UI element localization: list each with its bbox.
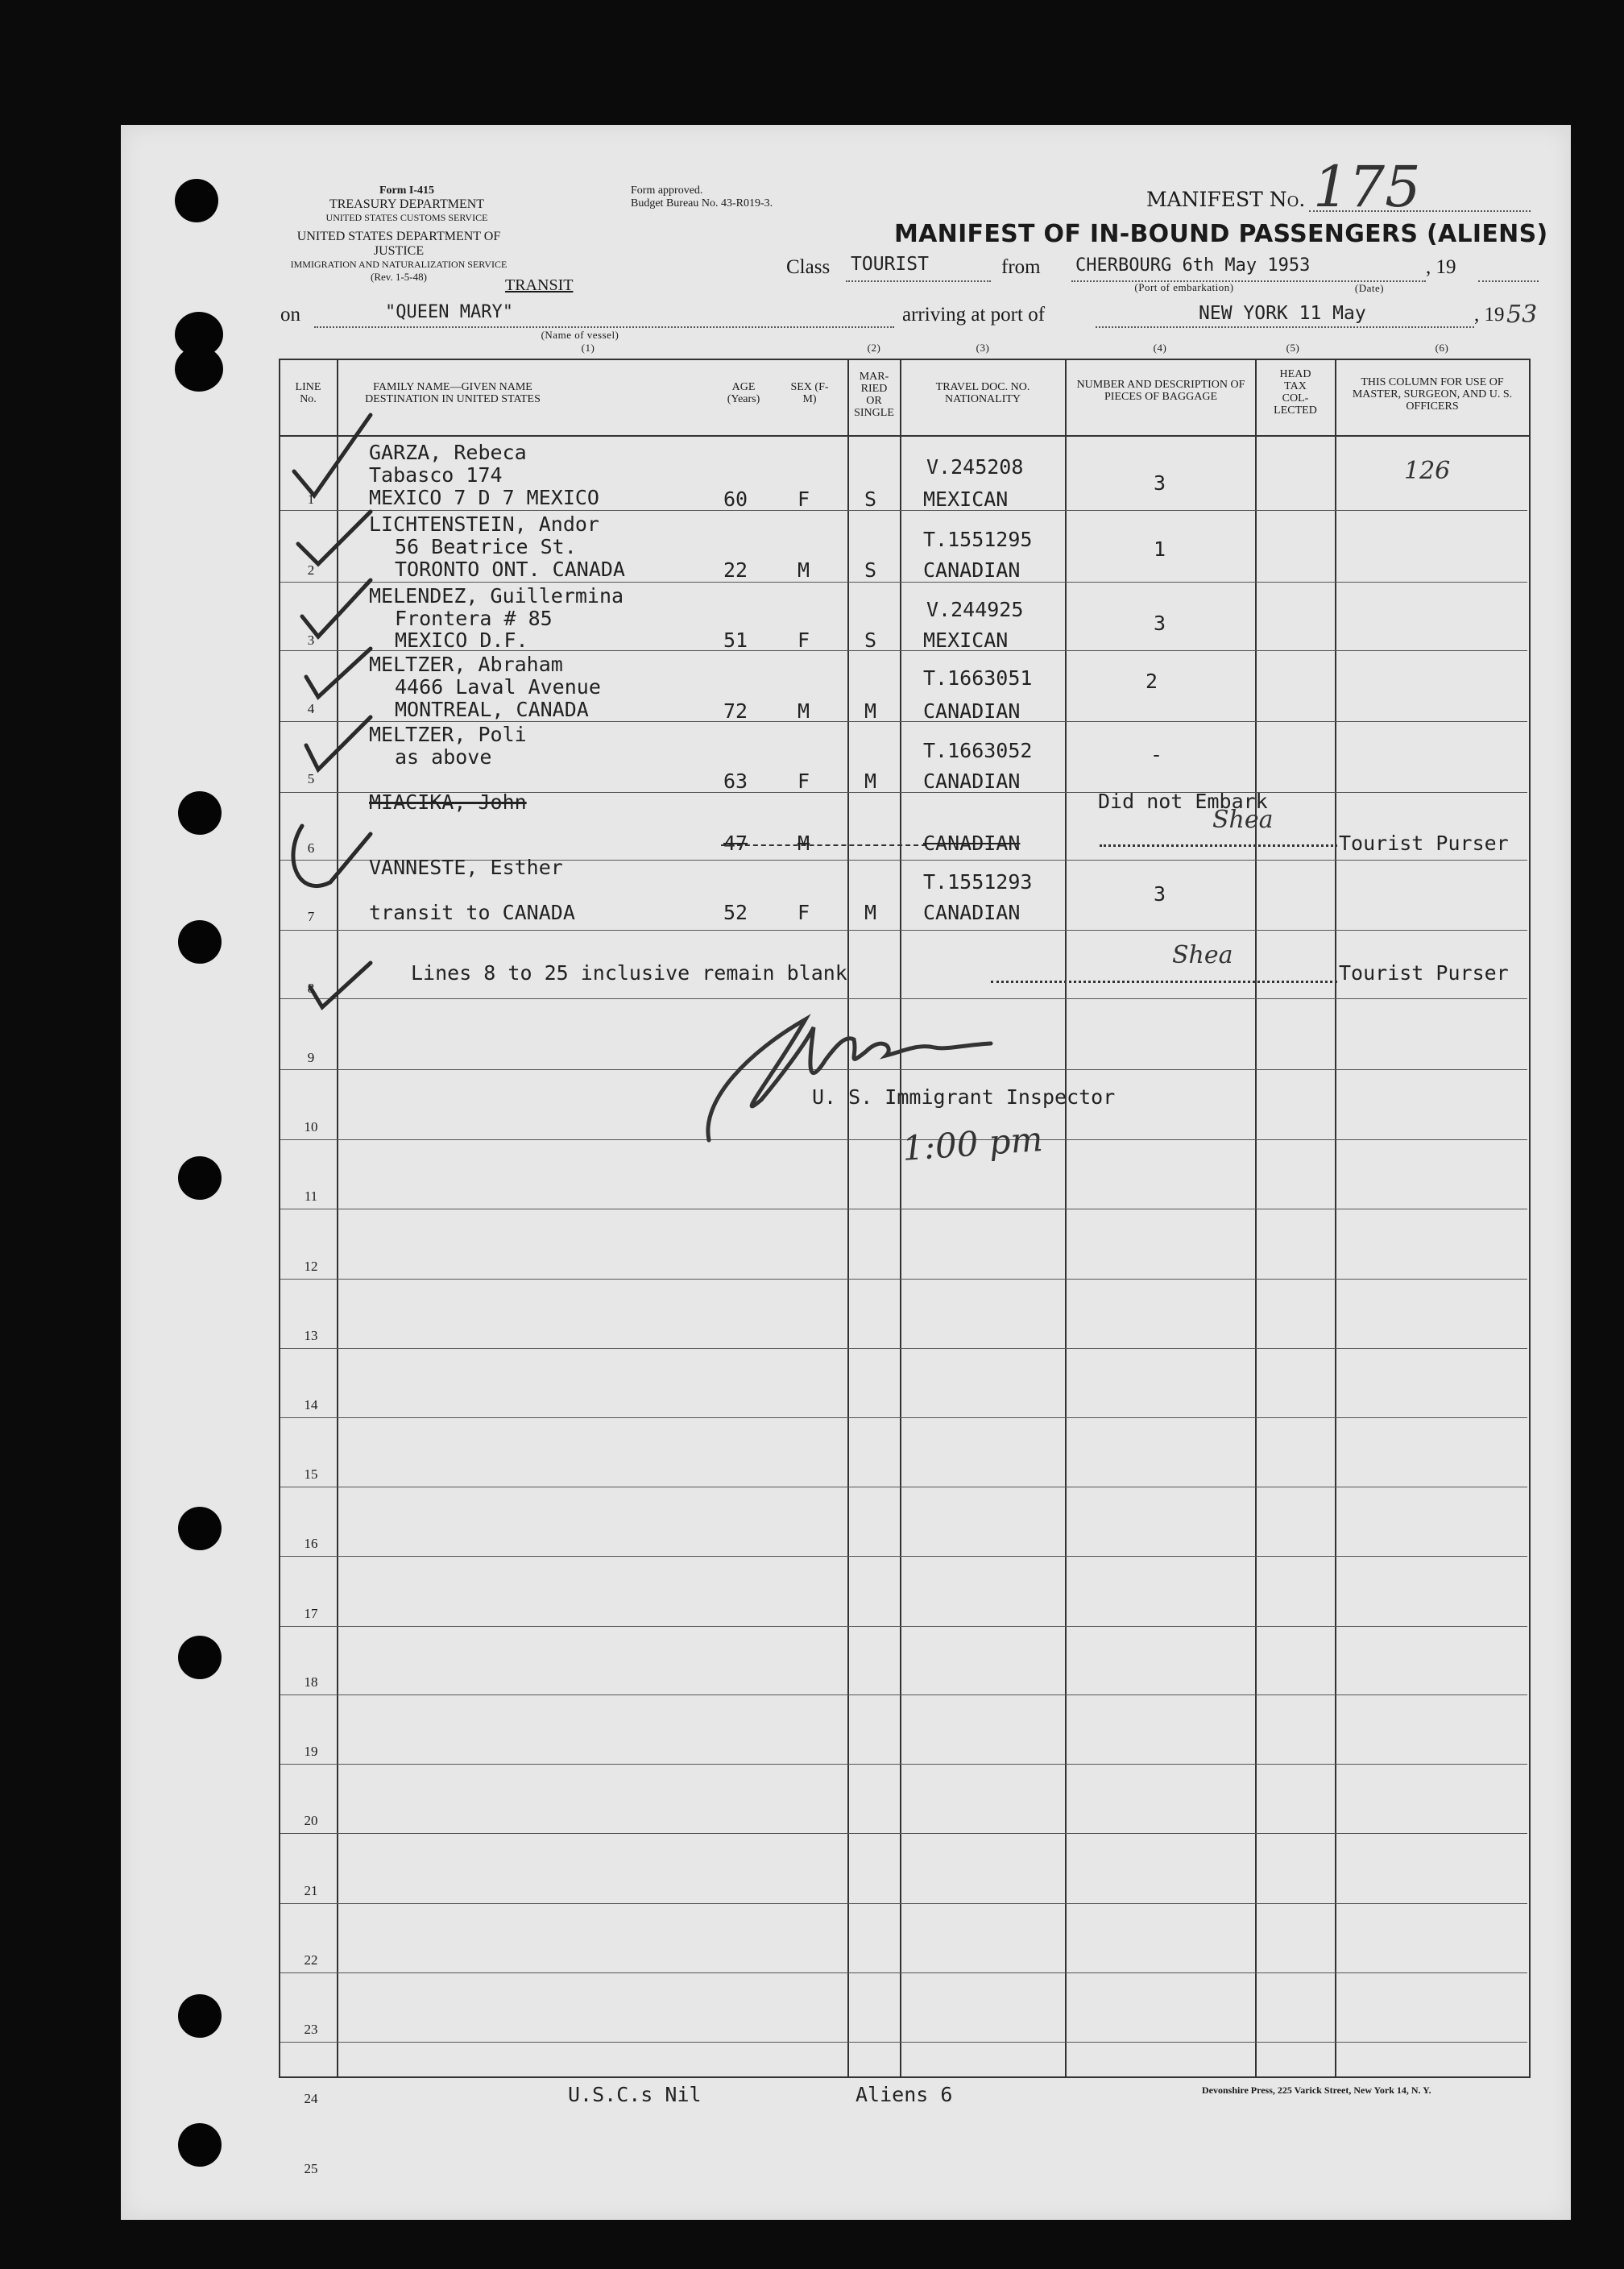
nationality: CANADIAN	[923, 699, 1021, 723]
passenger-married: S	[864, 558, 877, 582]
printer-line: Devonshire Press, 225 Varick Street, New York 14, N. Y.	[1202, 2084, 1431, 2096]
passenger-destination: TORONTO ONT. CANADA	[395, 558, 625, 581]
form-header-left	[314, 185, 499, 224]
arriving-label: arriving at port of	[902, 304, 1046, 326]
form-number: Form I-415	[379, 185, 435, 197]
vessel-name: "QUEEN MARY"	[385, 302, 513, 322]
punch-hole	[178, 1156, 222, 1200]
purser-initials: Shea	[1212, 806, 1274, 834]
col-divider	[847, 359, 849, 2076]
col-header-baggage: NUMBER AND DESCRIPTION OF PIECES OF BAGGAGE	[1076, 379, 1245, 403]
passenger-age: 60	[723, 487, 748, 511]
col-num-2: (2)	[867, 342, 881, 354]
budget-bureau: Budget Bureau No. 43-R019-3.	[631, 197, 773, 209]
passenger-name: MELENDEZ, Guillermina	[369, 584, 624, 608]
row-line	[280, 2042, 1527, 2043]
col-header-name: FAMILY NAME—GIVEN NAME DESTINATION IN UNITED STATES	[365, 381, 541, 405]
passenger-married: M	[864, 769, 877, 793]
nationality: CANADIAN	[923, 901, 1021, 924]
arrival-year-prefix: , 19	[1474, 304, 1505, 326]
row-line	[280, 1833, 1527, 1834]
date-caption: (Date)	[1354, 282, 1385, 294]
line-number: 21	[304, 1883, 318, 1898]
baggage: 3	[1154, 471, 1166, 495]
purser-signature: Tourist Purser	[1339, 961, 1509, 985]
travel-doc: T.1551295	[923, 528, 1033, 551]
passenger-age: 51	[723, 628, 748, 652]
line-number: 8	[307, 981, 315, 996]
passenger-destination: MEXICO D.F.	[395, 628, 528, 652]
form-approved: Form approved.	[631, 185, 703, 197]
nationality-struck: CANADIAN	[923, 832, 1021, 855]
line-number: 9	[307, 1050, 315, 1065]
check-marks	[282, 407, 524, 1068]
passenger-sex: F	[798, 628, 810, 652]
line-number: 11	[304, 1188, 318, 1204]
baggage: 2	[1146, 670, 1158, 693]
passenger-age: 72	[723, 699, 748, 723]
passenger-sex: F	[798, 487, 810, 511]
passenger-address: Tabasco 174	[369, 463, 503, 487]
passenger-sex: F	[798, 901, 810, 924]
passenger-name: MELTZER, Abraham	[369, 653, 563, 676]
line-number: 20	[304, 1813, 318, 1828]
line-number: 17	[304, 1606, 318, 1621]
year-line	[1478, 280, 1539, 282]
line-number: 19	[304, 1744, 318, 1759]
col-num-5: (5)	[1286, 342, 1300, 354]
arrival-line	[1096, 326, 1474, 328]
purser-initials: Shea	[1172, 941, 1233, 969]
nationality: MEXICAN	[923, 628, 1009, 652]
did-not-embark: Did not Embark	[1098, 790, 1268, 813]
year-label: , 19	[1426, 256, 1456, 278]
passenger-name: LICHTENSTEIN, Andor	[369, 512, 599, 536]
col-num-1: (1)	[581, 342, 595, 354]
line-number: 14	[304, 1397, 318, 1412]
passenger-address: Frontera # 85	[395, 607, 553, 630]
row-line	[280, 1556, 1527, 1557]
footer-uscs: U.S.C.s Nil	[568, 2083, 702, 2106]
from-value: CHERBOURG 6th May 1953	[1075, 255, 1311, 276]
arrival-year: 53	[1506, 301, 1538, 329]
passenger-address: 4466 Laval Avenue	[395, 675, 601, 699]
vessel-line	[314, 326, 894, 328]
passenger-married: M	[864, 699, 877, 723]
nationality: CANADIAN	[923, 558, 1021, 582]
footer-aliens: Aliens 6	[856, 2083, 953, 2106]
passenger-address: as above	[395, 745, 492, 769]
passenger-name-struck: MIACIKA, John	[369, 790, 527, 814]
baggage: 1	[1154, 537, 1166, 561]
passenger-destination: transit to CANADA	[369, 901, 575, 924]
passenger-name: MELTZER, Poli	[369, 723, 527, 746]
passenger-name: VANNESTE, Esther	[369, 856, 563, 879]
ins-service: IMMIGRATION AND NATURALIZATION SERVICE	[290, 259, 508, 270]
row-line	[280, 1417, 1527, 1418]
col-num-4: (4)	[1153, 342, 1167, 354]
col-header-head-tax: HEAD TAX COL-LECTED	[1274, 368, 1317, 417]
col-header-officers: THIS COLUMN FOR USE OF MASTER, SURGEON, AND U. S. OFFICERS	[1352, 376, 1513, 413]
travel-doc: V.245208	[926, 455, 1024, 479]
line-number: 16	[304, 1536, 318, 1551]
passenger-sex: F	[798, 769, 810, 793]
line-number: 12	[304, 1259, 318, 1274]
passenger-age-struck: 47	[723, 832, 748, 855]
line-number: 15	[304, 1466, 318, 1482]
line-number: 22	[304, 1952, 318, 1968]
class-line	[846, 280, 991, 282]
port-caption: (Port of embarkation)	[1134, 281, 1234, 293]
col-num-6: (6)	[1435, 342, 1449, 354]
line-number: 10	[304, 1119, 318, 1134]
line-number: 2	[307, 562, 315, 578]
line-number: 3	[307, 633, 315, 648]
nationality: CANADIAN	[923, 769, 1021, 793]
revision: (Rev. 1-5-48)	[371, 271, 427, 283]
col-header-married: MAR-RIED OR SINGLE	[854, 371, 894, 419]
line-number: 23	[304, 2022, 318, 2037]
officer-note: 126	[1404, 457, 1451, 485]
punch-hole	[178, 1507, 222, 1550]
baggage: 3	[1154, 882, 1166, 906]
line-number: 13	[304, 1328, 318, 1343]
punch-hole	[178, 2123, 222, 2167]
vessel-caption: (Name of vessel)	[541, 329, 619, 341]
manifest-label: MANIFEST No.	[1146, 188, 1306, 211]
passenger-married: M	[864, 901, 877, 924]
passenger-married: S	[864, 628, 877, 652]
manifest-title: MANIFEST OF IN-BOUND PASSENGERS (ALIENS)	[894, 220, 1548, 248]
manifest-sheet	[121, 125, 1571, 2220]
baggage: 3	[1154, 612, 1166, 635]
passenger-married: S	[864, 487, 877, 511]
class-label: Class	[786, 256, 831, 278]
col-divider	[1335, 359, 1336, 2076]
travel-doc: V.244925	[926, 598, 1024, 621]
arrival-value: NEW YORK 11 May	[1199, 303, 1366, 324]
punch-hole	[175, 346, 223, 392]
row-line	[280, 1626, 1527, 1627]
justice-header	[278, 230, 520, 284]
punch-hole	[178, 1636, 222, 1679]
passenger-sex: M	[798, 558, 810, 582]
col-header-line: LINE No.	[295, 381, 321, 405]
row-line	[280, 1972, 1527, 1973]
col-divider	[1065, 359, 1067, 2076]
row-line	[280, 1694, 1527, 1695]
punch-hole	[178, 920, 222, 964]
travel-doc: T.1663052	[923, 739, 1033, 762]
col-divider	[1255, 359, 1257, 2076]
line-number: 4	[307, 701, 315, 716]
manifest-number: 175	[1313, 154, 1421, 220]
line-number: 18	[304, 1674, 318, 1690]
row-line	[280, 1279, 1527, 1280]
passenger-age: 63	[723, 769, 748, 793]
passenger-age: 52	[723, 901, 748, 924]
row-line	[280, 1348, 1527, 1349]
line-number: 6	[307, 840, 315, 856]
form-approval	[631, 185, 856, 210]
row-line	[280, 1764, 1527, 1765]
blank-lines-note: Lines 8 to 25 inclusive remain blank	[411, 961, 847, 985]
embark-dotted-line	[1100, 844, 1337, 847]
treasury-dept: TREASURY DEPARTMENT	[329, 197, 485, 211]
transit-label: TRANSIT	[505, 276, 574, 294]
col-header-age: AGE (Years)	[727, 381, 760, 405]
passenger-name: GARZA, Rebeca	[369, 441, 527, 464]
passenger-destination: MEXICO 7 D 7 MEXICO	[369, 486, 599, 509]
travel-doc: T.1663051	[923, 666, 1033, 690]
blank-note-dotted-line	[991, 981, 1337, 983]
col-header-sex: SEX (F-M)	[790, 381, 829, 405]
justice-dept: UNITED STATES DEPARTMENT OF JUSTICE	[296, 230, 501, 258]
on-label: on	[280, 304, 300, 326]
passenger-sex-struck: M	[798, 832, 810, 855]
inspector-time: 1:00 pm	[901, 1118, 1044, 1169]
line-number: 5	[307, 771, 315, 786]
from-label: from	[1001, 256, 1041, 278]
class-value: TOURIST	[851, 254, 929, 275]
passenger-age: 22	[723, 558, 748, 582]
punch-hole	[178, 1994, 222, 2038]
line-number: 25	[304, 2161, 318, 2176]
nationality: MEXICAN	[923, 487, 1009, 511]
passenger-destination: MONTREAL, CANADA	[395, 698, 589, 721]
strike-line	[721, 844, 926, 846]
travel-doc: T.1551293	[923, 870, 1033, 894]
purser-signature: Tourist Purser	[1339, 832, 1509, 855]
col-header-travel: TRAVEL DOC. NO. NATIONALITY	[935, 381, 1030, 405]
punch-hole	[175, 179, 218, 222]
passenger-sex: M	[798, 699, 810, 723]
col-num-3: (3)	[976, 342, 990, 354]
inspector-title: U. S. Immigrant Inspector	[812, 1085, 1116, 1109]
line-number: 1	[307, 492, 315, 507]
line-number: 7	[307, 909, 315, 924]
passenger-address: 56 Beatrice St.	[395, 535, 577, 558]
punch-hole	[178, 791, 222, 835]
col-divider	[900, 359, 901, 2076]
customs-service: UNITED STATES CUSTOMS SERVICE	[325, 212, 488, 223]
baggage: -	[1150, 743, 1163, 766]
row-line	[280, 1903, 1527, 1904]
line-number: 24	[304, 2091, 318, 2106]
